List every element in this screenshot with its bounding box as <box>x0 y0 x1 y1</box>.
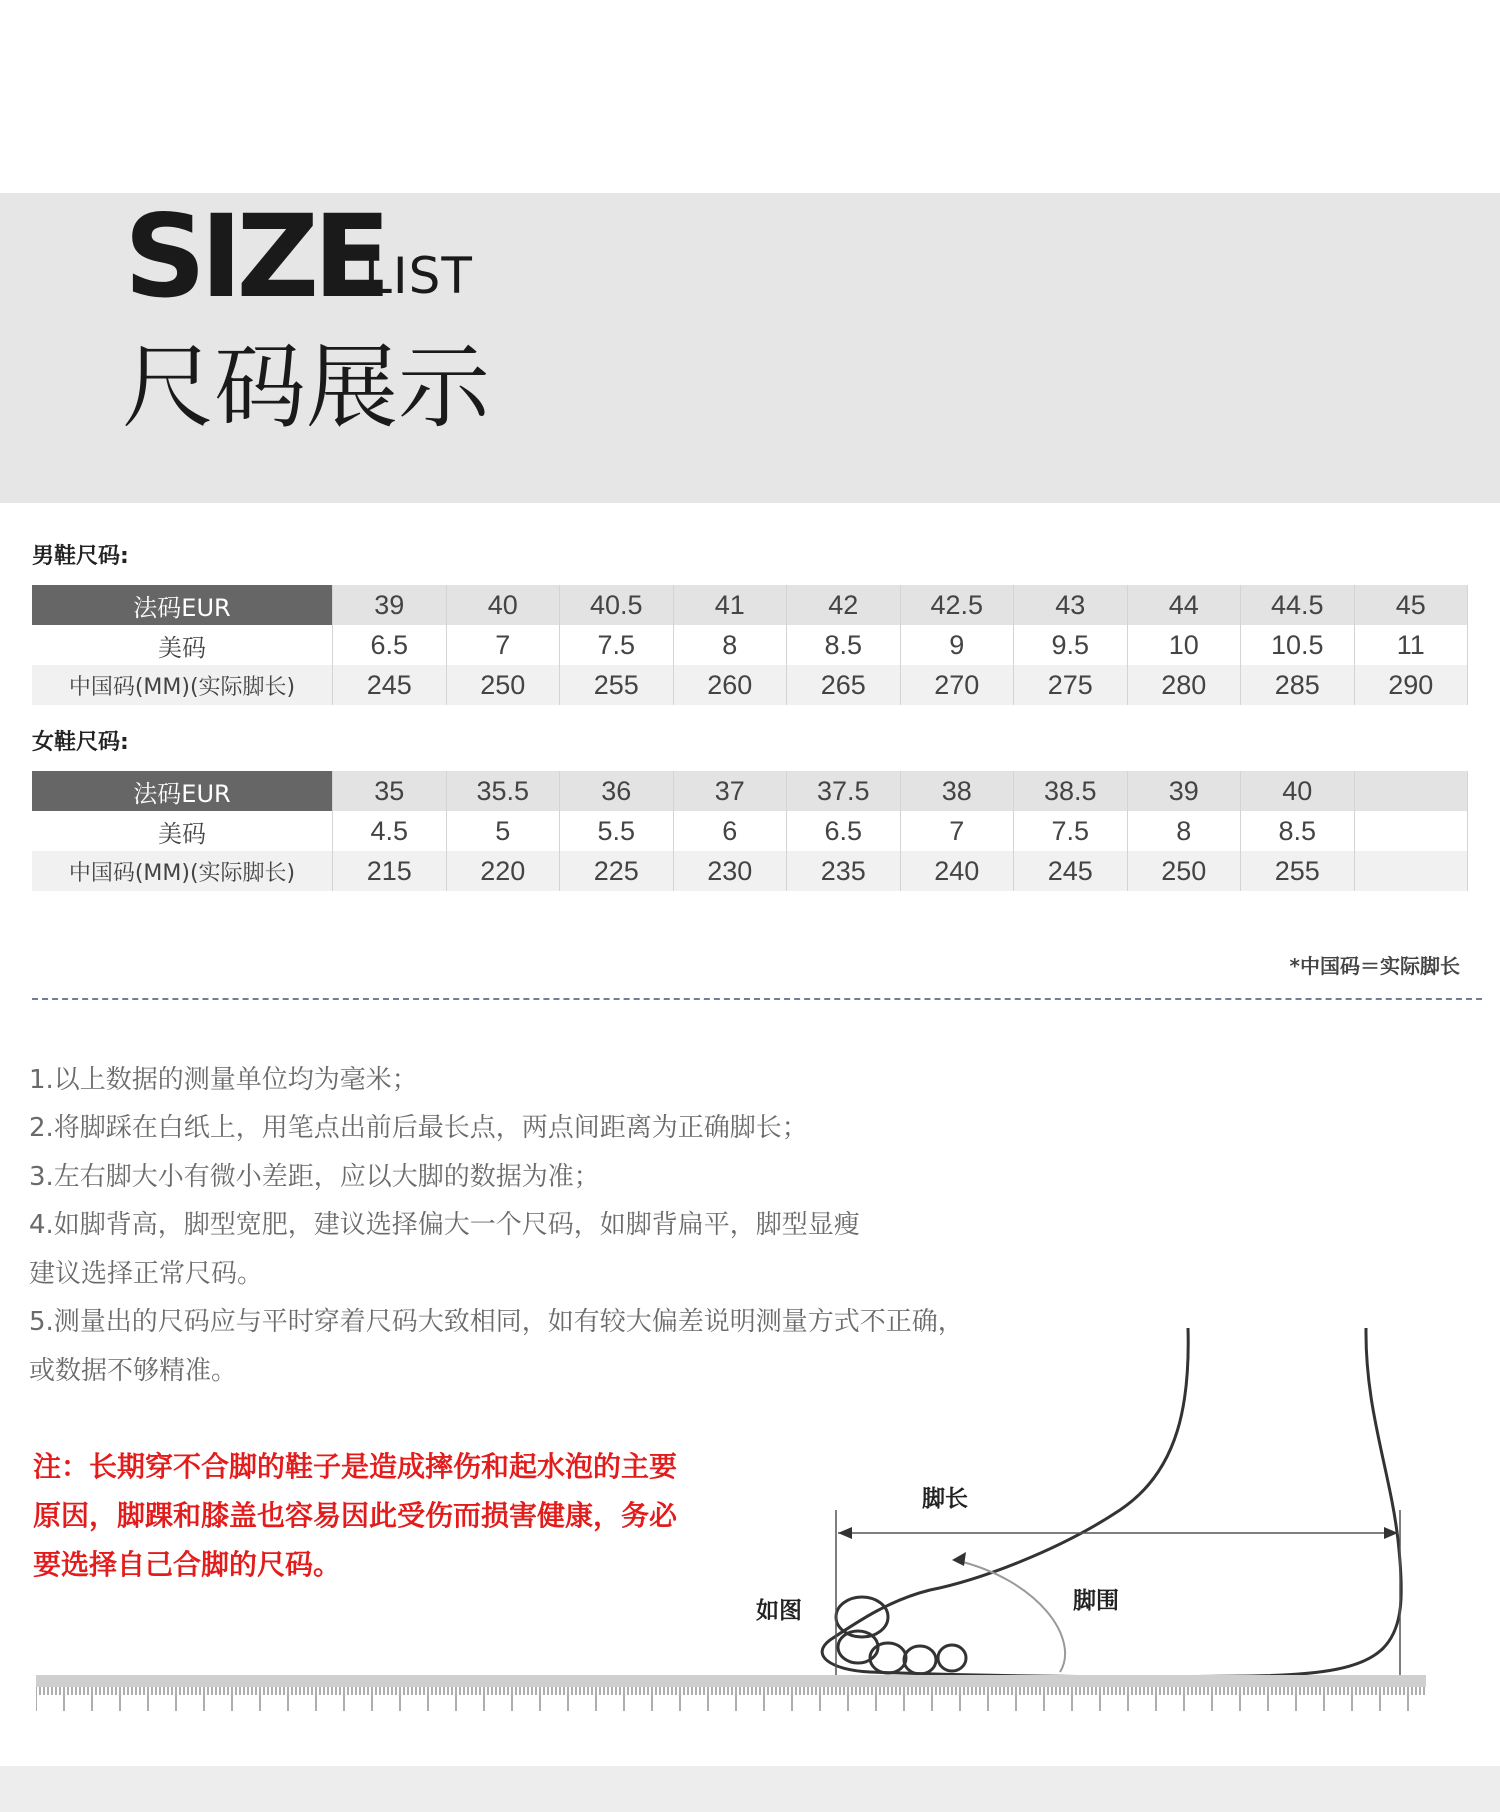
table-cell: 9.5 <box>1014 625 1128 665</box>
toe <box>904 1646 936 1674</box>
table-cell: 255 <box>1241 851 1355 891</box>
instruction-line: 2.将脚踩在白纸上，用笔点出前后最长点，两点间距离为正确脚长； <box>29 1113 808 1143</box>
girth-curve <box>955 1560 1065 1672</box>
table-cell: 240 <box>900 851 1014 891</box>
table-cell: 230 <box>673 851 787 891</box>
table-cell: 42.5 <box>900 585 1014 625</box>
instruction-line: 5.测量出的尺码应与平时穿着尺码大致相同，如有较大偏差说明测量方式不正确， <box>29 1307 964 1337</box>
dashed-divider <box>32 998 1482 1000</box>
table-cell: 45 <box>1354 585 1468 625</box>
table-cell: 250 <box>446 665 560 705</box>
toe <box>938 1645 966 1671</box>
instruction-line: 或数据不够精准。 <box>29 1356 238 1386</box>
table-cell: 44.5 <box>1241 585 1355 625</box>
table-cell <box>1354 771 1468 811</box>
china-size-note: *中国码＝实际脚长 <box>1289 954 1460 978</box>
instruction-line: 3.左右脚大小有微小差距，应以大脚的数据为准； <box>29 1162 600 1192</box>
size-heading: SIZE <box>124 190 386 323</box>
table-cell: 5 <box>446 811 560 851</box>
table-cell: 35.5 <box>446 771 560 811</box>
table-cell: 9 <box>900 625 1014 665</box>
foot-length-label: 脚长 <box>922 1486 968 1512</box>
table-cell: 265 <box>787 665 901 705</box>
table-row <box>32 851 1468 891</box>
table-row <box>32 665 1468 705</box>
table-cell: 4.5 <box>333 811 447 851</box>
table-cell: 42 <box>787 585 901 625</box>
table-cell: 8 <box>1127 811 1241 851</box>
table-cell: 36 <box>560 771 674 811</box>
table-cell: 6 <box>673 811 787 851</box>
instruction-line: 建议选择正常尺码。 <box>29 1259 264 1289</box>
table-cell: 275 <box>1014 665 1128 705</box>
girth-arrow <box>952 1552 966 1566</box>
list-heading: LIST <box>364 247 473 305</box>
table-cell: 40 <box>1241 771 1355 811</box>
table-cell: 40.5 <box>560 585 674 625</box>
foot-measurement-diagram <box>0 1320 1500 1700</box>
foot-girth-label: 脚围 <box>1073 1588 1119 1614</box>
table-cell <box>1354 811 1468 851</box>
table-cell: 6.5 <box>787 811 901 851</box>
table-cell: 40 <box>446 585 560 625</box>
bottom-band <box>0 1766 1500 1812</box>
table-row <box>32 811 1468 851</box>
table-cell: 245 <box>1014 851 1128 891</box>
table-cell: 8 <box>673 625 787 665</box>
table-cell: 235 <box>787 851 901 891</box>
toe <box>870 1643 906 1673</box>
table-row <box>32 771 1468 811</box>
table-cell: 6.5 <box>333 625 447 665</box>
warning-line: 要选择自己合脚的尺码。 <box>33 1548 342 1581</box>
row-header: 法码EUR <box>32 771 333 811</box>
table-cell: 38.5 <box>1014 771 1128 811</box>
women-size-table <box>32 771 1468 891</box>
foot-outline <box>822 1328 1401 1677</box>
table-cell <box>1354 851 1468 891</box>
ruler <box>36 1675 1426 1713</box>
length-arrow-left <box>838 1527 852 1539</box>
table-cell: 280 <box>1127 665 1241 705</box>
ruler-ticks <box>36 1687 1424 1711</box>
warning-line: 注：长期穿不合脚的鞋子是造成摔伤和起水泡的主要 <box>33 1450 678 1483</box>
table-cell: 37.5 <box>787 771 901 811</box>
table-row <box>32 625 1468 665</box>
table-cell: 245 <box>333 665 447 705</box>
table-cell: 8.5 <box>1241 811 1355 851</box>
table-cell: 250 <box>1127 851 1241 891</box>
row-header: 法码EUR <box>32 585 333 625</box>
ruler-edge <box>36 1675 1426 1687</box>
table-cell: 7 <box>900 811 1014 851</box>
table-cell: 43 <box>1014 585 1128 625</box>
table-cell: 215 <box>333 851 447 891</box>
table-cell: 7.5 <box>1014 811 1128 851</box>
men-size-table <box>32 585 1468 705</box>
table-cell: 11 <box>1354 625 1468 665</box>
row-header: 美码 <box>32 811 333 851</box>
table-cell: 44 <box>1127 585 1241 625</box>
table-cell: 7.5 <box>560 625 674 665</box>
table-cell: 39 <box>333 585 447 625</box>
men-size-label: 男鞋尺码: <box>32 544 129 569</box>
table-cell: 39 <box>1127 771 1241 811</box>
table-cell: 10.5 <box>1241 625 1355 665</box>
table-cell: 8.5 <box>787 625 901 665</box>
table-cell: 7 <box>446 625 560 665</box>
as-shown-label: 如图 <box>756 1598 802 1624</box>
table-cell: 290 <box>1354 665 1468 705</box>
instruction-line: 1.以上数据的测量单位均为毫米； <box>29 1065 418 1095</box>
table-cell: 41 <box>673 585 787 625</box>
chinese-title: 尺码展示 <box>122 334 491 441</box>
table-cell: 38 <box>900 771 1014 811</box>
row-header: 中国码(MM)(实际脚长) <box>32 665 333 705</box>
row-header: 美码 <box>32 625 333 665</box>
table-cell: 37 <box>673 771 787 811</box>
table-cell: 10 <box>1127 625 1241 665</box>
table-cell: 285 <box>1241 665 1355 705</box>
instruction-line: 4.如脚背高，脚型宽肥，建议选择偏大一个尺码，如脚背扁平，脚型显瘦 <box>29 1210 860 1240</box>
table-cell: 225 <box>560 851 674 891</box>
table-cell: 220 <box>446 851 560 891</box>
table-cell: 270 <box>900 665 1014 705</box>
table-cell: 35 <box>333 771 447 811</box>
women-size-label: 女鞋尺码: <box>32 730 129 755</box>
table-cell: 255 <box>560 665 674 705</box>
table-row <box>32 585 1468 625</box>
table-cell: 5.5 <box>560 811 674 851</box>
table-cell: 260 <box>673 665 787 705</box>
warning-line: 原因，脚踝和膝盖也容易因此受伤而损害健康，务必 <box>33 1499 678 1532</box>
row-header: 中国码(MM)(实际脚长) <box>32 851 333 891</box>
